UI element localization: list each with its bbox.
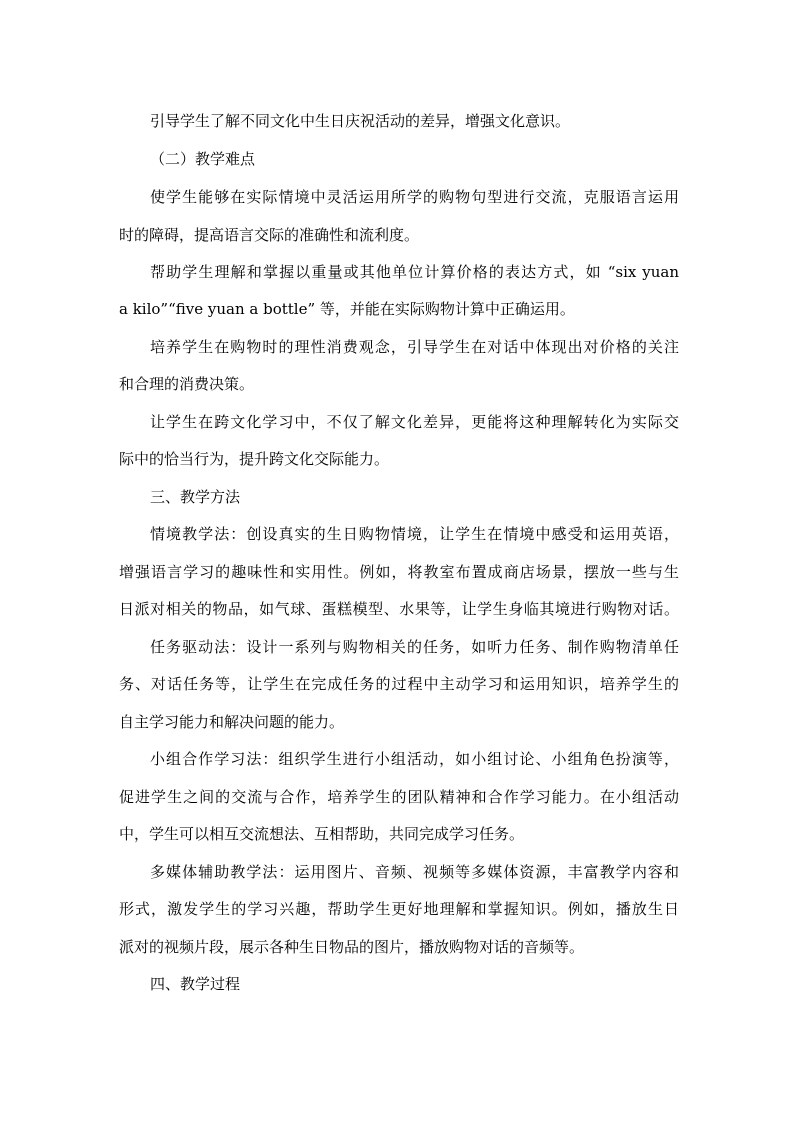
section-heading: （二）教学难点 bbox=[150, 150, 256, 168]
text-line: 引导学生了解不同文化中生日庆祝活动的差异，增强文化意识。 bbox=[150, 112, 571, 130]
text-line: 帮助学生理解和掌握以重量或其他单位计算价格的表达方式，如 “six yuan bbox=[150, 263, 679, 281]
text-line: 中，学生可以相互交流想法、互相帮助，共同完成学习任务。 bbox=[119, 825, 525, 843]
text-line: 使学生能够在实际情境中灵活运用所学的购物句型进行交流，克服语言运用 bbox=[150, 188, 679, 206]
text-line: 形式，激发学生的学习兴趣，帮助学生更好地理解和掌握知识。例如，播放生日 bbox=[119, 900, 679, 918]
section-heading: 四、教学过程 bbox=[150, 975, 241, 993]
text-line: a kilo”“five yuan a bottle” 等，并能在实际购物计算中正确运用。 bbox=[119, 300, 575, 318]
text-line: 自主学习能力和解决问题的能力。 bbox=[119, 713, 345, 731]
text-line: 促进学生之间的交流与合作，培养学生的团队精神和合作学习能力。在小组活动 bbox=[119, 788, 679, 806]
text-line: 日派对相关的物品，如气球、蛋糕模型、水果等，让学生身临其境进行购物对话。 bbox=[119, 600, 679, 618]
text-line: 派对的视频片段，展示各种生日物品的图片，播放购物对话的音频等。 bbox=[119, 938, 585, 956]
text-line: 多媒体辅助教学法：运用图片、音频、视频等多媒体资源，丰富教学内容和 bbox=[150, 863, 679, 881]
text-line: 务、对话任务等，让学生在完成任务的过程中主动学习和运用知识，培养学生的 bbox=[119, 675, 679, 693]
text-line: 任务驱动法：设计一系列与购物相关的任务，如听力任务、制作购物清单任 bbox=[150, 638, 679, 656]
text-line: 和合理的消费决策。 bbox=[119, 375, 255, 393]
text-line: 际中的恰当行为，提升跨文化交际能力。 bbox=[119, 450, 390, 468]
text-line: 小组合作学习法：组织学生进行小组活动，如小组讨论、小组角色扮演等， bbox=[150, 750, 679, 768]
text-line: 增强语言学习的趣味性和实用性。例如，将教室布置成商店场景，摆放一些与生 bbox=[119, 563, 679, 581]
text-line: 情境教学法：创设真实的生日购物情境，让学生在情境中感受和运用英语， bbox=[150, 525, 679, 543]
text-line: 培养学生在购物时的理性消费观念，引导学生在对话中体现出对价格的关注 bbox=[150, 338, 679, 356]
text-line: 让学生在跨文化学习中，不仅了解文化差异，更能将这种理解转化为实际交 bbox=[150, 413, 679, 431]
section-heading: 三、教学方法 bbox=[150, 488, 241, 506]
text-line: 时的障碍，提高语言交际的准确性和流利度。 bbox=[119, 226, 420, 244]
